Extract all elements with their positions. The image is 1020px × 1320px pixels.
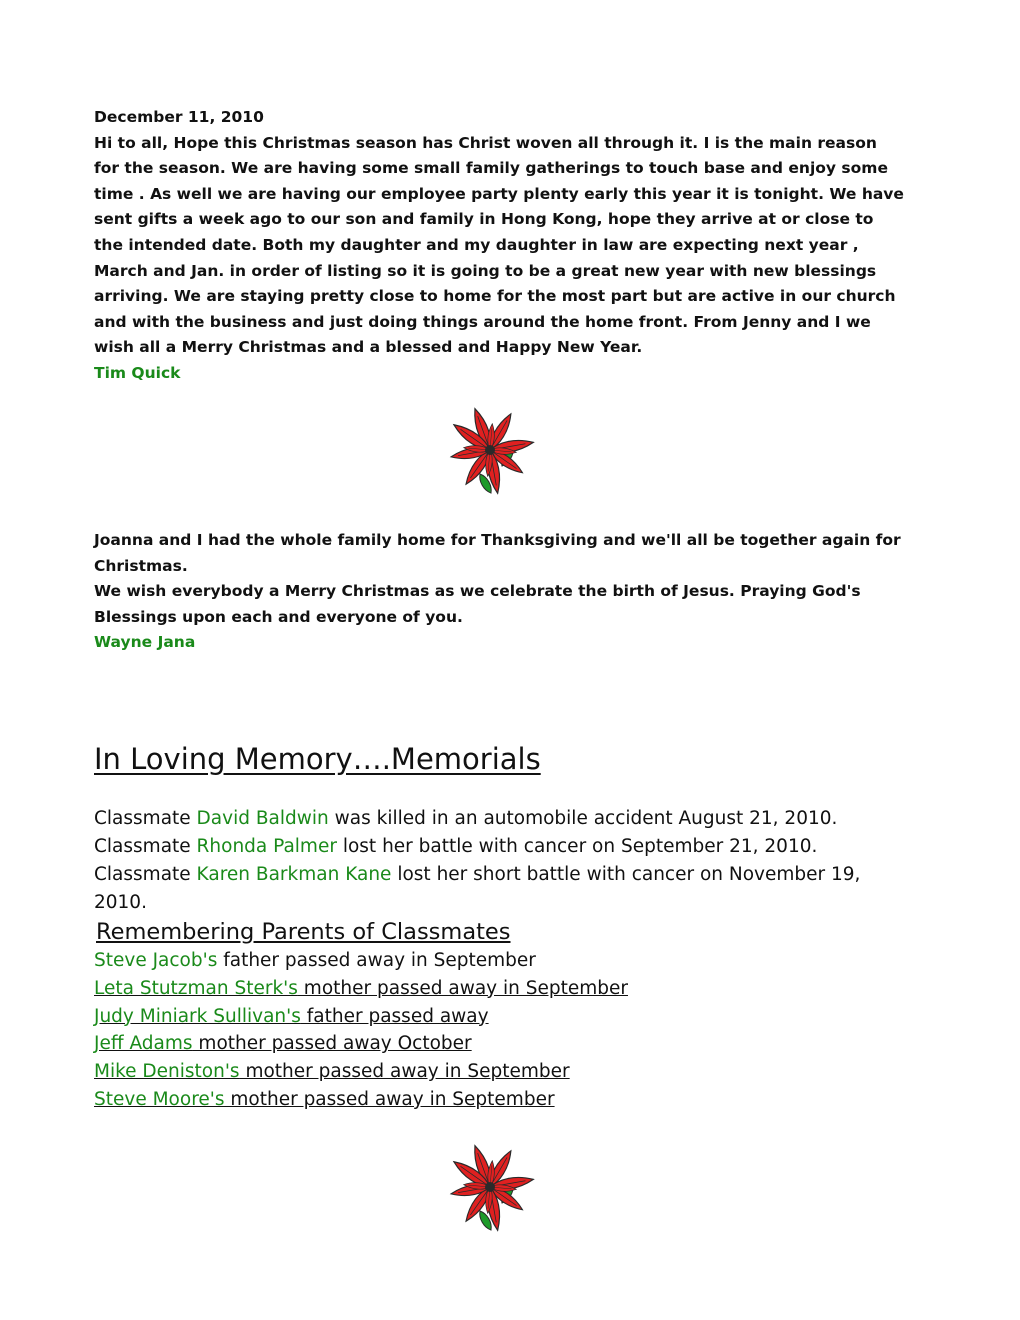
memorial-text: lost her battle with cancer on September 21, 2010. (336, 836, 818, 857)
parent-entry (94, 1030, 914, 1058)
flower-center (485, 445, 495, 455)
parent-text: mother passed away in September (297, 977, 628, 999)
parent-entry (94, 1058, 914, 1086)
letter-paragraph: Joanna and I had the whole family home for Thanksgiving and we'll all be together again for Christmas. (94, 531, 901, 575)
letter-date: December 11, 2010 (94, 108, 264, 126)
classmate-name: Jeff Adams (94, 1033, 193, 1055)
letter-signature: Wayne Jana (94, 633, 196, 652)
parent-entry (94, 947, 914, 975)
parent-entry (94, 1003, 914, 1031)
classmate-name: Leta Stutzman Sterk's (94, 977, 298, 999)
classmate-name: Judy Miniark Sullivan's (94, 1005, 301, 1027)
memorial-prefix: Classmate (94, 808, 197, 829)
memorial-text: lost her short battle with cancer on November 19, 2010. (94, 864, 861, 913)
parent-text: mother passed away October (192, 1033, 472, 1055)
letter-signature: Tim Quick (94, 363, 181, 382)
letter-body: Hi to all, Hope this Christmas season has Christ woven all through it. I is the main reason for the season. We are having some small family gatherings to touch base and enjoy some time . As well we are having our employee party plenty early this year it is tonight. We have sent gifts a week ago to our son and family in Hong Kong, hope they arrive at or close to the intended date. Both my daughter and my daughter in law are expecting next year , March and Jan. in order of listing so it is going to be a great new year with new blessings arriving. We are staying pretty close to home for the most part but are active in our church and with the business and just doing things around the home front. From Jenny and I we wish all a Merry Christmas and a blessed and Happy New Year. (94, 133, 904, 357)
memorial-prefix: Classmate (94, 864, 197, 885)
classmate-name: Rhonda Palmer (196, 836, 337, 857)
classmate-name: Karen Barkman Kane (196, 864, 392, 885)
memorial-text: was killed in an automobile accident August 21, 2010. (328, 808, 838, 829)
classmate-name: Steve Jacob's (94, 950, 218, 971)
poinsettia-icon (442, 1141, 542, 1241)
parent-text: father passed away (300, 1005, 489, 1027)
parent-text: father passed away in September (217, 950, 536, 971)
memorial-entry (94, 805, 914, 833)
letter-wayne-jana (94, 528, 904, 656)
memorials-section (94, 735, 914, 1114)
letter-tim-quick (94, 105, 904, 387)
memorial-entry (94, 861, 914, 917)
classmate-name: Steve Moore's (94, 1088, 225, 1110)
letter-paragraph: We wish everybody a Merry Christmas as we celebrate the birth of Jesus. Praying God's Blessings upon each and everyone of you. (94, 582, 861, 626)
memorial-prefix: Classmate (94, 836, 197, 857)
parent-entry (94, 975, 914, 1003)
poinsettia-icon (442, 404, 542, 504)
memorial-entry (94, 833, 914, 861)
parent-entry (94, 1086, 914, 1114)
classmate-name: Mike Deniston's (94, 1061, 240, 1083)
parents-heading: Remembering Parents of Classmates (96, 919, 511, 945)
parent-text: mother passed away in September (239, 1061, 570, 1083)
flower-center (485, 1182, 495, 1192)
classmate-name: David Baldwin (196, 808, 329, 829)
memorials-heading: In Loving Memory….Memorials (94, 742, 541, 776)
parent-text: mother passed away in September (224, 1088, 555, 1110)
